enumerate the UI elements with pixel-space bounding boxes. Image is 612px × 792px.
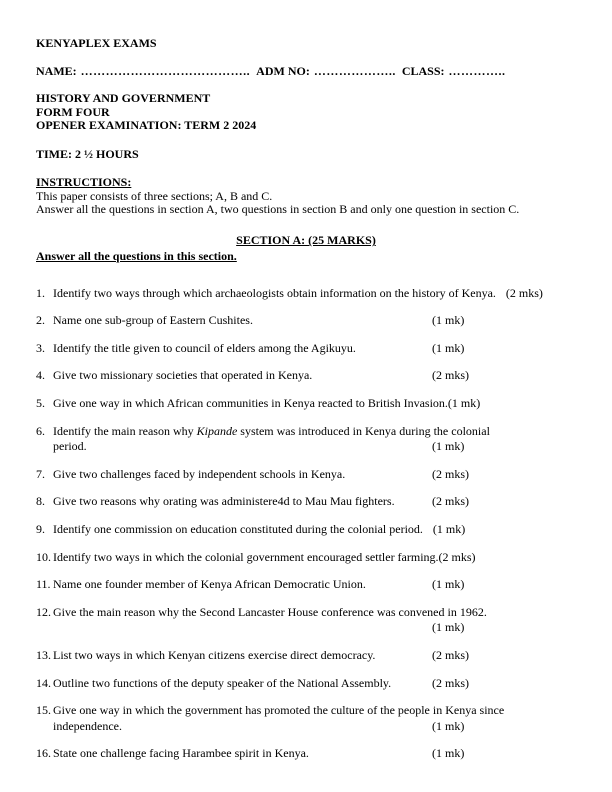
question-marks: (2 mks): [432, 675, 469, 690]
question-text: Identify two ways through which archaeologists obtain information on the history of Kenya.: [53, 285, 496, 300]
question-9: [36, 522, 576, 538]
question-number: 2.: [36, 313, 45, 328]
question-number: 1.: [36, 285, 45, 300]
question-text: Identify one commission on education constituted during the colonial period.: [53, 521, 423, 536]
question-marks: (1 mk): [432, 521, 466, 536]
question-7: [36, 467, 576, 483]
question-text: Give the main reason why the Second Lancaster House conference was convened in 1962.: [53, 604, 487, 619]
exam-subject-block: [36, 92, 576, 132]
question-marks: (1 mk): [432, 620, 465, 635]
question-number: 10.: [36, 549, 51, 564]
section-a-subheading: Answer all the questions in this section.: [36, 249, 237, 263]
question-number: 6.: [36, 423, 45, 438]
question-6: [36, 424, 576, 455]
question-marks: (2 mks): [432, 466, 469, 481]
question-marks: (2 mks): [432, 368, 469, 383]
instructions-line: This paper consists of three sections; A, B and C.: [36, 188, 273, 203]
question-number: 8.: [36, 494, 45, 509]
question-11: [36, 577, 576, 593]
question-marks: (1 mk): [432, 577, 465, 592]
instructions-heading: INSTRUCTIONS:: [36, 175, 132, 190]
form-level: FORM FOUR: [36, 104, 110, 119]
class-label: CLASS:: [401, 63, 445, 78]
question-number: 3.: [36, 340, 45, 355]
question-3: [36, 341, 576, 357]
question-number: 4.: [36, 368, 45, 383]
exam-body-title: KENYAPLEX EXAMS: [36, 36, 157, 50]
adm-no-label: ADM NO:: [256, 63, 310, 78]
question-text: Identify the main reason why Kipande system was introduced in Kenya during the colonial period.: [53, 423, 490, 454]
question-2: [36, 313, 576, 329]
question-marks: (1 mk): [432, 439, 465, 454]
name-label: NAME:: [36, 63, 77, 78]
question-text: Name one sub-group of Eastern Cushites.: [53, 313, 253, 328]
time-allowed: TIME: 2 ½ HOURS: [36, 146, 139, 161]
question-number: 9.: [36, 521, 45, 536]
instructions-block: [36, 176, 576, 216]
question-15: [36, 703, 576, 734]
question-text: Identify two ways in which the colonial government encouraged settler farming.: [53, 549, 439, 564]
question-16: [36, 746, 576, 762]
question-marks: (2 mks): [432, 647, 469, 662]
question-number: 7.: [36, 466, 45, 481]
question-text: List two ways in which Kenyan citizens exercise direct democracy.: [53, 647, 376, 662]
question-number: 15.: [36, 703, 51, 718]
question-text: Give one way in which African communities in Kenya reacted to British Invasion.: [53, 395, 448, 410]
question-text: Identify the title given to council of elders among the Agikuyu.: [53, 340, 356, 355]
question-5: [36, 396, 576, 412]
question-number: 5.: [36, 395, 45, 410]
question-marks: (2 mks): [438, 549, 476, 564]
question-number: 13.: [36, 647, 51, 662]
adm-no-fill-line: ………………..: [313, 63, 396, 78]
question-marks: (2 mks): [432, 494, 469, 509]
question-8: [36, 494, 576, 510]
section-a-heading: SECTION A: (25 MARKS): [236, 233, 376, 248]
question-12: [36, 605, 576, 636]
question-10: [36, 550, 576, 566]
question-marks: (1 mk): [432, 313, 465, 328]
question-1: [36, 286, 576, 302]
question-marks: (1 mk): [432, 340, 465, 355]
question-marks: (1 mk): [447, 395, 481, 410]
question-text: Give one way in which the government has promoted the culture of the people in Kenya since independence.: [53, 703, 505, 733]
name-fill-line: …………………………………..: [80, 63, 251, 78]
question-list: [36, 286, 576, 762]
question-number: 11.: [36, 577, 51, 592]
question-text: Give two missionary societies that operated in Kenya.: [53, 368, 313, 383]
question-14: [36, 676, 576, 692]
subject-title: HISTORY AND GOVERNMENT: [36, 91, 211, 106]
question-marks: (1 mk): [432, 746, 465, 761]
question-number: 16.: [36, 746, 51, 761]
class-fill-line: …………..: [448, 63, 506, 78]
italic-term: Kipande: [196, 423, 238, 438]
question-marks: (1 mk): [432, 718, 465, 733]
question-text: Give two challenges faced by independent schools in Kenya.: [53, 466, 346, 481]
question-number: 12.: [36, 604, 51, 619]
question-13: [36, 648, 576, 664]
question-4: [36, 368, 576, 384]
exam-session: OPENER EXAMINATION: TERM 2 2024: [36, 118, 257, 133]
question-text: State one challenge facing Harambee spirit in Kenya.: [53, 746, 309, 761]
question-number: 14.: [36, 675, 51, 690]
question-text: Outline two functions of the deputy speaker of the National Assembly.: [53, 675, 392, 690]
question-text: Name one founder member of Kenya African Democratic Union.: [53, 577, 366, 592]
question-text: Give two reasons why orating was administere4d to Mau Mau fighters.: [53, 494, 395, 509]
instructions-line: Answer all the questions in section A, two questions in section B and only one question in section C.: [36, 201, 520, 216]
question-marks: (2 mks): [505, 285, 543, 300]
student-details-line: [36, 64, 576, 80]
